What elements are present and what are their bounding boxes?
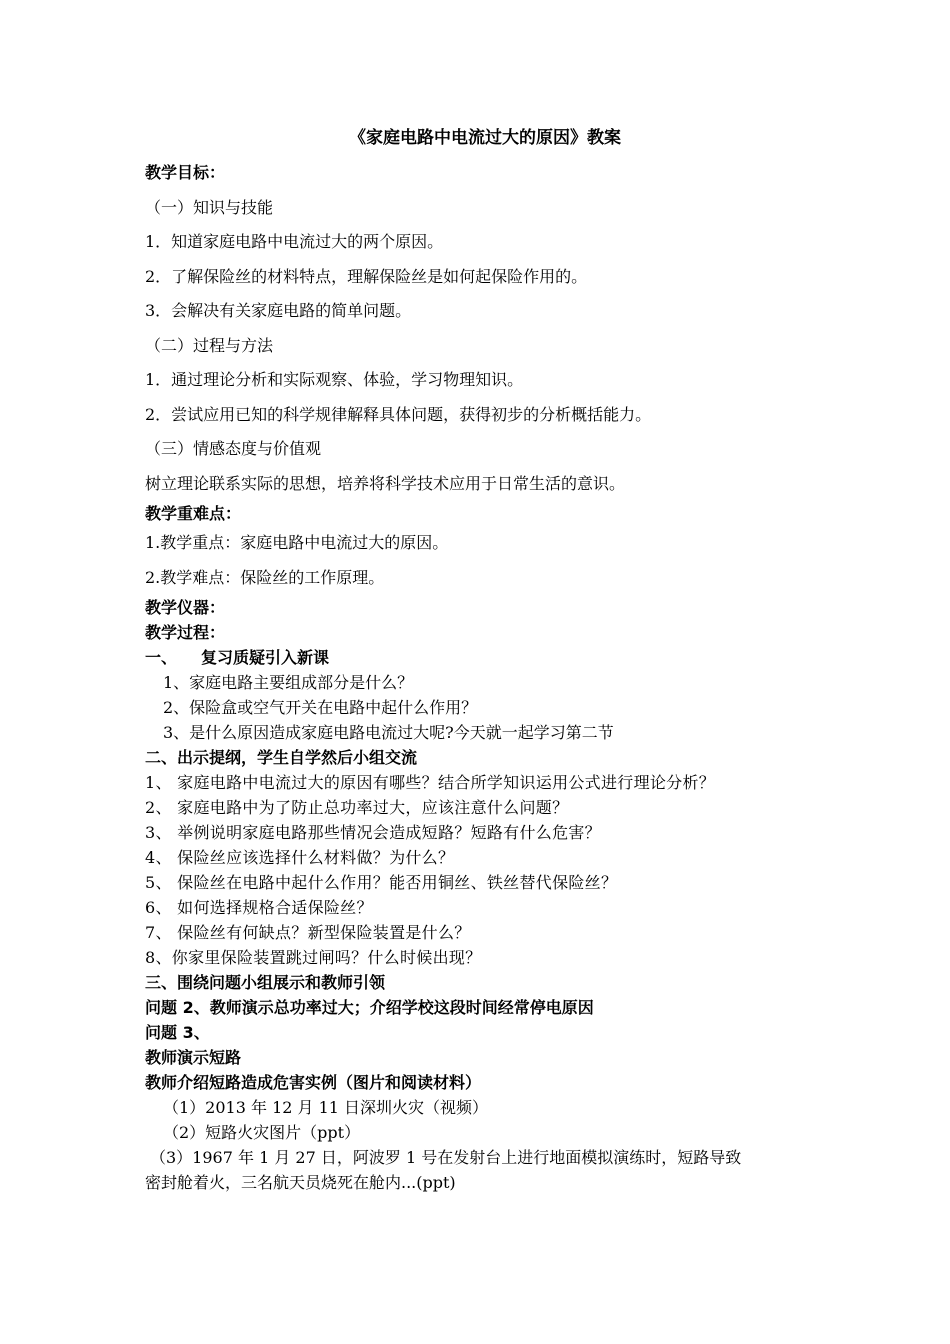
outline-question: 6、 如何选择规格合适保险丝？ bbox=[145, 898, 373, 917]
objective-item: 3．会解决有关家庭电路的简单问题。 bbox=[145, 301, 412, 320]
part3-heading: 三、围绕问题小组展示和教师引领 bbox=[145, 973, 386, 992]
objective-item: 1．知道家庭电路中电流过大的两个原因。 bbox=[145, 232, 444, 251]
lesson-plan bbox=[145, 120, 825, 1195]
key-points-heading: 教学重难点： bbox=[145, 504, 242, 523]
key-point-item: 2.教学难点：保险丝的工作原理。 bbox=[145, 567, 385, 587]
part1-item: 3、是什么原因造成家庭电路电流过大呢?今天就一起学习第二节 bbox=[163, 723, 614, 742]
part1-title: 复习质疑引入新课 bbox=[201, 648, 330, 667]
section-process-method: （二）过程与方法 bbox=[145, 335, 274, 355]
part1-heading bbox=[145, 645, 825, 670]
outline-question: 4、 保险丝应该选择什么材料做？为什么？ bbox=[145, 848, 455, 867]
part1-item: 2、保险盒或空气开关在电路中起什么作用？ bbox=[163, 698, 478, 717]
outline-question: 2、 家庭电路中为了防止总功率过大，应该注意什么问题？ bbox=[145, 798, 569, 817]
example-item: （1）2013 年 12 月 11 日深圳火灾（视频） bbox=[163, 1098, 489, 1117]
document-title: 《家庭电路中电流过大的原因》教案 bbox=[349, 128, 621, 148]
hazard-intro-line: 教师介绍短路造成危害实例（图片和阅读材料） bbox=[145, 1073, 482, 1092]
demo-short-circuit-line: 教师演示短路 bbox=[145, 1048, 242, 1067]
objectives-heading: 教学目标： bbox=[145, 163, 226, 182]
example-item: （3）1967 年 1 月 27 日，阿波罗 1 号在发射台上进行地面模拟演练时，短路导致 bbox=[150, 1148, 742, 1167]
part2-heading: 二、出示提纲，学生自学然后小组交流 bbox=[145, 748, 418, 767]
question2-line: 问题 2、教师演示总功率过大；介绍学校这段时间经常停电原因 bbox=[145, 998, 594, 1017]
section-attitude-values: （三）情感态度与价值观 bbox=[145, 439, 322, 458]
section-knowledge-skills: （一）知识与技能 bbox=[145, 197, 274, 217]
attitude-text: 树立理论联系实际的思想，培养将科学技术应用于日常生活的意识。 bbox=[145, 473, 626, 493]
outline-question: 5、 保险丝在电路中起什么作用？能否用铜丝、铁丝替代保险丝？ bbox=[145, 873, 618, 892]
objective-item: 2．尝试应用已知的科学规律解释具体问题，获得初步的分析概括能力。 bbox=[145, 404, 652, 424]
objective-item: 1．通过理论分析和实际观察、体验，学习物理知识。 bbox=[145, 370, 524, 389]
part1-item: 1、家庭电路主要组成部分是什么？ bbox=[163, 673, 414, 692]
process-heading: 教学过程： bbox=[145, 623, 226, 642]
example-item: （2）短路火灾图片（ppt） bbox=[163, 1123, 361, 1142]
instruments-heading: 教学仪器： bbox=[145, 598, 226, 617]
example-item-continued: 密封舱着火，三名航天员烧死在舱内...(ppt) bbox=[145, 1173, 456, 1192]
part1-number: 一、 bbox=[145, 648, 178, 667]
outline-question: 3、 举例说明家庭电路那些情况会造成短路？短路有什么危害？ bbox=[145, 823, 601, 842]
outline-question: 7、 保险丝有何缺点？新型保险装置是什么？ bbox=[145, 923, 471, 942]
outline-question: 8、你家里保险装置跳过闸吗？什么时候出现？ bbox=[145, 948, 482, 967]
outline-question: 1、 家庭电路中电流过大的原因有哪些？结合所学知识运用公式进行理论分析？ bbox=[145, 773, 716, 792]
key-point-item: 1.教学重点：家庭电路中电流过大的原因。 bbox=[145, 533, 449, 552]
question3-line: 问题 3、 bbox=[145, 1023, 210, 1042]
objective-item: 2．了解保险丝的材料特点，理解保险丝是如何起保险作用的。 bbox=[145, 266, 588, 286]
